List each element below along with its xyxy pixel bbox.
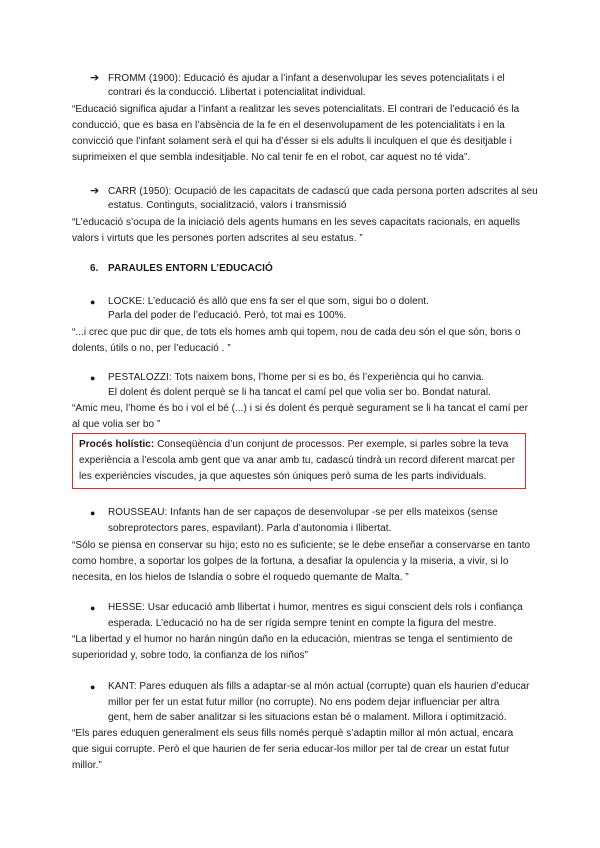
rousseau-line-2: sobreprotectors pares, espavilant). Parla d’autonomia i llibertat. — [108, 523, 392, 534]
box-line-1 — [79, 438, 508, 452]
fromm-quote-1: “Educació significa ajudar a l’infant a realitzar les seves potencialitats. El contrari de l’educació és la — [72, 104, 520, 115]
fromm-line-1: FROMM (1900): Educació és ajudar a l’infant a desenvolupar les seves potencialitats i el — [108, 73, 505, 84]
bullet-dot-icon: ● — [90, 373, 96, 383]
pestalozzi-line-1: PESTALOZZI: Tots naixem bons, l’home per si es bo, és l’experiència qui ho canvia. — [108, 372, 485, 383]
hesse-quote-1: “La libertad y el humor no harán ningún daño en la educación, mientras se tenga el sentimiento de — [72, 634, 513, 645]
locke-quote-1: “...i crec que puc dir que, de tots els homes amb qui topem, nou de cada deu són el que són, bons o — [72, 327, 521, 338]
hesse-line-1: HESSE: Usar educació amb llibertat i humor, mentres es sigui conscient dels rols i confiança — [108, 602, 523, 613]
box-line-2: experiència a l’escola amb gent que va anar amb tu, cadascú tindrà un record diferent marcat per — [79, 455, 516, 466]
pestalozzi-line-2: El dolent és dolent perquè se li ha tancat el camí pel que volia ser bo. Bondat natural. — [108, 387, 491, 398]
kant-quote-1: “Els pares eduquen generalment els seus fills només perquè s’adaptin millor al món actual, encara — [72, 728, 514, 739]
hesse-quote-2: superioridad y, sobre todo, la confianza de los niños” — [72, 650, 308, 661]
section-number: 6. — [90, 263, 99, 274]
fromm-quote-3: convicció que l’infant solament serà el qui ha d’ésser si els adults li inculquen el que és desitjable i — [72, 136, 512, 147]
kant-quote-2: que sigui corrupte. Però el que haurien de fer seria educar-los millor per tal de crear un estat futur — [72, 744, 510, 755]
pestalozzi-quote-2: al que volia ser bo ” — [72, 419, 161, 430]
arrow-bullet-icon: ➔ — [90, 72, 100, 84]
locke-quote-2: dolents, útils o no, per l’educació . ” — [72, 343, 231, 354]
box-text-1: Conseqüència d’un conjunt de processos. Per exemple, si parles sobre la teva — [154, 439, 509, 450]
section-heading: PARAULES ENTORN L’EDUCACIÓ — [108, 263, 273, 274]
bullet-dot-icon: ● — [90, 682, 96, 692]
arrow-bullet-icon: ➔ — [90, 185, 100, 197]
rousseau-quote-3: necesita, en los hielos de Islandia o sobre el roquedo quemante de Malta. ” — [72, 572, 409, 583]
kant-quote-3: millor.” — [72, 760, 102, 771]
kant-line-1: KANT: Pares eduquen als fills a adaptar-se al món actual (corrupte) quan els haurien d’educar — [108, 681, 530, 692]
carr-quote-2: valors i virtuts que les persones porten adscrites al seu estatus. ” — [72, 233, 363, 244]
fromm-quote-4: suprimeixen el que sembla indesitjable. No cal tenir fe en el robot, car aquest no té vida”. — [72, 152, 471, 163]
rousseau-quote-1: “Sólo se piensa en conservar su hijo; esto no es suficiente; se le debe enseñar a conservarse en tanto — [72, 540, 531, 551]
locke-line-2: Parla del poder de l’educació. Però, tot mai es 100%. — [108, 310, 347, 321]
carr-quote-1: “L’educació s’ocupa de la iniciació dels agents humans en les seves capacitats racionals, en aquells — [72, 217, 521, 228]
pestalozzi-quote-1: “Amic meu, l’home és bo i vol el bé (...) i si és dolent és perquè segurament se li ha tancat el camí per — [72, 403, 529, 414]
rousseau-quote-2: como hombre, a soportar los golpes de la fortuna, a desafiar la opulencia y la miseria, a vivir, si lo — [72, 556, 509, 567]
kant-line-3: gent, hem de saber analitzar si les situacions estan bé o malament. Millora i optimització. — [108, 712, 507, 723]
bullet-dot-icon: ● — [90, 508, 96, 518]
locke-line-1: LOCKE: L’educació és allò que ens fa ser el que som, sigui bo o dolent. — [108, 296, 429, 307]
kant-line-2: millor per fer un estat futur millor (no corrupte). No ens podem dejar influenciar per altra — [108, 697, 500, 708]
highlight-box — [72, 433, 526, 489]
rousseau-line-1: ROUSSEAU: Infants han de ser capaços de desenvolupar -se per ells mateixos (sense — [108, 507, 498, 518]
fromm-quote-2: conducció, que es basa en l’absència de la fe en el desenvolupament de les potencialitats i en la — [72, 120, 505, 131]
fromm-line-2: contrari és la conducció. Llibertat i potencialitat individual. — [108, 87, 366, 98]
bullet-dot-icon: ● — [90, 297, 96, 307]
box-line-3: les experiències viscudes, ja que aquestes són úniques però suma de les parts individuals. — [79, 471, 487, 482]
hesse-line-2: esperada. L’educació no ha de ser rígida sempre tenint en compte la figura del mestre. — [108, 618, 497, 629]
carr-line-2: estatus. Continguts, socialització, valors i transmissió — [108, 200, 347, 211]
carr-line-1: CARR (1950): Ocupació de les capacitats de cadascú que cada persona porten adscrites al seu — [108, 186, 538, 197]
bullet-dot-icon: ● — [90, 603, 96, 613]
box-label: Procés holístic: — [79, 439, 155, 450]
